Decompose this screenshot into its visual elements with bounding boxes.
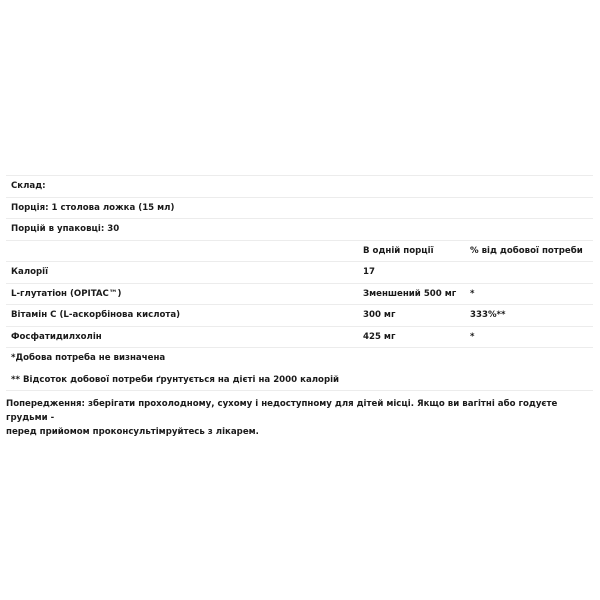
nutrient-daily-value: *	[470, 331, 475, 342]
servings-per-container-row	[6, 219, 593, 241]
warning-line-2: перед прийомом проконсультімруйтесь з лікарем.	[6, 427, 259, 437]
supplement-facts-table	[6, 175, 593, 391]
servings-per-container-label: Порцій в упаковці: 30	[11, 224, 120, 234]
nutrient-amount: Зменшений 500 мг	[363, 288, 457, 299]
composition-row	[6, 176, 593, 198]
nutrient-amount: 17	[363, 267, 375, 277]
table-row	[6, 284, 593, 306]
nutrient-name: L-глутатіон (OPITAC™)	[11, 288, 122, 299]
nutrient-name: Фосфатидилхолін	[11, 331, 102, 342]
table-row	[6, 327, 593, 349]
nutrient-amount: 425 мг	[363, 331, 396, 342]
header-per-serving: В одній порції	[363, 245, 434, 256]
serving-size-label: Порція: 1 столова ложка (15 мл)	[11, 202, 175, 213]
header-daily-value: % від добової потреби	[470, 245, 583, 256]
nutrient-name: Калорії	[11, 267, 49, 277]
serving-size-row	[6, 198, 593, 220]
footnote-row	[6, 370, 593, 392]
table-row	[6, 262, 593, 284]
warning-line-1: Попередження: зберігати прохолодному, сухому і недоступному для дітей місці. Якщо ви вагітні або годуєте грудьми -	[6, 399, 558, 423]
nutrient-daily-value: *	[470, 288, 475, 299]
footnote-row	[6, 348, 593, 370]
table-header-row	[6, 241, 593, 263]
footnote-2000-calorie-diet: ** Відсоток добової потреби ґрунтується на дієті на 2000 калорій	[11, 374, 340, 385]
nutrient-amount: 300 мг	[363, 310, 396, 320]
nutrient-daily-value: 333%**	[470, 310, 506, 320]
nutrient-name: Вітамін С (L-аскорбінова кислота)	[11, 310, 181, 320]
table-row	[6, 305, 593, 327]
footnote-daily-not-established: *Добова потреба не визначена	[11, 353, 166, 363]
composition-label: Склад:	[11, 181, 46, 191]
warning-text	[6, 397, 596, 439]
